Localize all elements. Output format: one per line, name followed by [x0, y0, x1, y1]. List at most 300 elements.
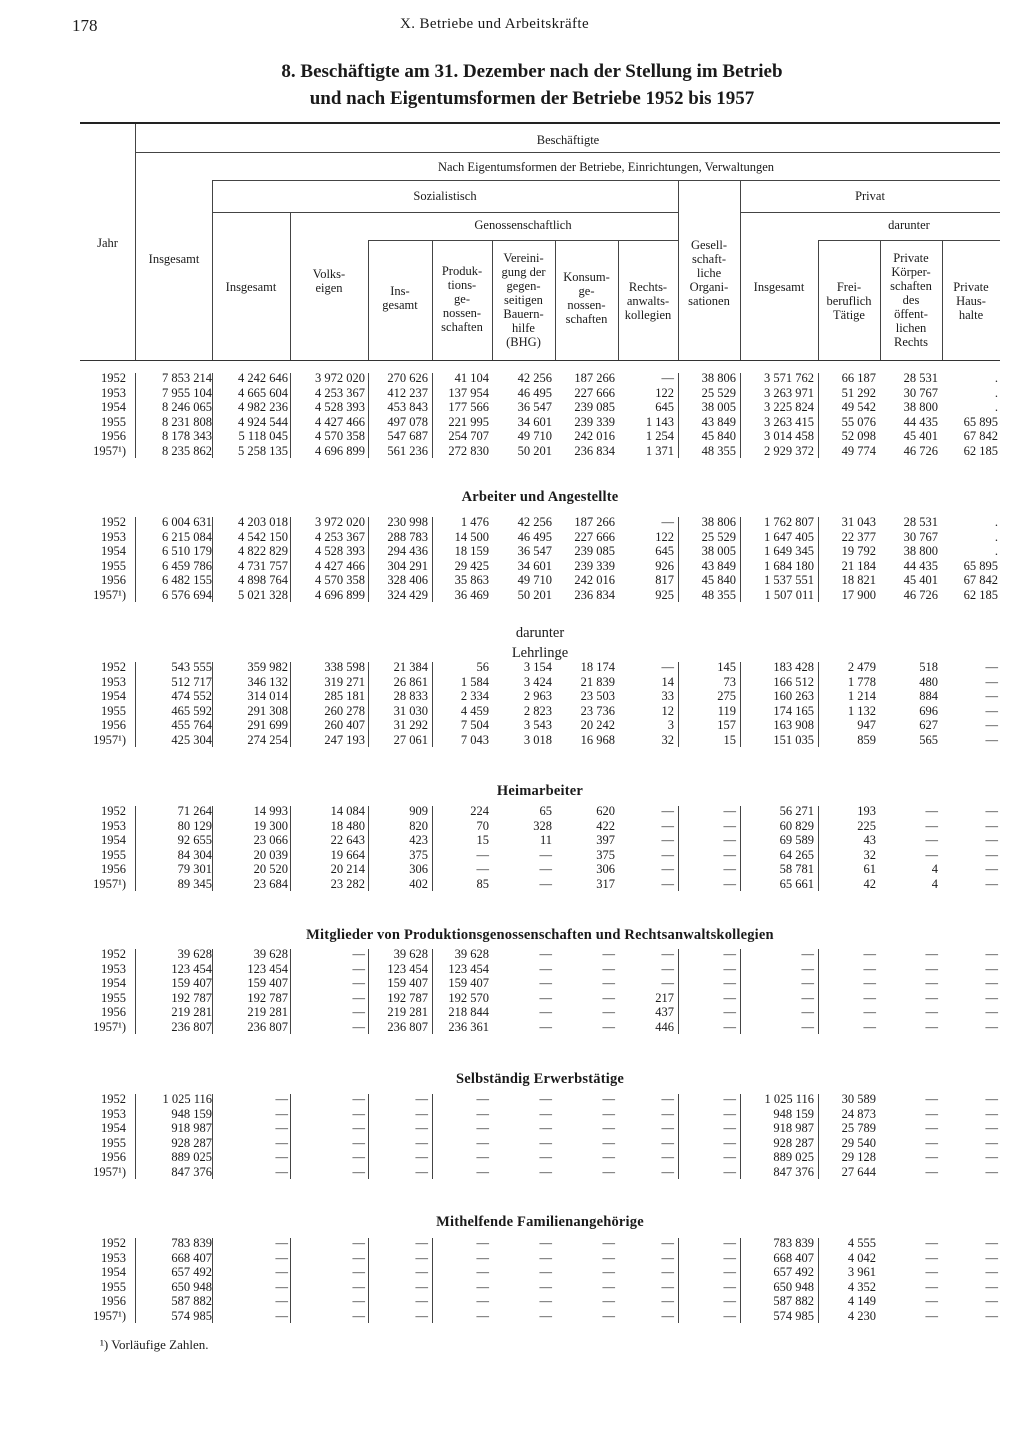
table-cell: —	[539, 990, 552, 1005]
table-cell: 38 800	[903, 544, 938, 558]
table-cell: 4 555	[847, 1236, 876, 1250]
header-gesellschaftliche-organisationen: Gesell- schaft- liche Organi- sationen	[688, 238, 730, 308]
table-cell: —	[415, 1106, 428, 1121]
table-cell: 2 929 372	[764, 443, 814, 458]
table-cell: 151 035	[773, 732, 814, 747]
header-volkseigen: Volks- eigen	[312, 267, 346, 295]
table-cell: —	[801, 990, 814, 1005]
table-cell: —	[985, 947, 998, 961]
row-year: 1953	[101, 1250, 126, 1265]
header-produktionsgenossenschaften: Produk- tions- ge- nossen- schaften	[441, 264, 483, 334]
table-cell: 80 129	[177, 818, 212, 833]
table-row	[80, 976, 1000, 991]
table-cell: —	[415, 1092, 428, 1106]
table-cell: 236 807	[387, 1019, 428, 1034]
table-cell: —	[415, 1150, 428, 1164]
table-cell: —	[985, 1279, 998, 1294]
table-cell: —	[539, 1308, 552, 1323]
table-cell: 14 993	[253, 804, 288, 818]
table-cell: 3 972 020	[315, 371, 365, 385]
table-cell: 696	[919, 703, 938, 718]
table-cell: —	[661, 1150, 674, 1164]
table-cell: 236 834	[574, 587, 615, 602]
table-cell: —	[985, 818, 998, 833]
table-cell: —	[661, 947, 674, 961]
page-number: 178	[72, 16, 98, 35]
table-cell: —	[723, 804, 736, 818]
table-cell: 236 807	[247, 1019, 288, 1034]
table-cell: —	[723, 1236, 736, 1250]
table-cell: 60 829	[779, 818, 814, 833]
table-cell: 4 982 236	[238, 400, 288, 414]
table-cell: 6 004 631	[162, 515, 212, 529]
table-cell: 7 955 104	[162, 385, 212, 400]
table-cell: 49 542	[841, 400, 876, 414]
table-cell: —	[275, 1164, 288, 1179]
header-sozialistisch: Sozialistisch	[413, 189, 477, 203]
table-cell: 3 263 971	[764, 385, 814, 400]
table-cell: 1 537 551	[764, 573, 814, 587]
table-cell: —	[275, 1308, 288, 1323]
table-cell: —	[415, 1294, 428, 1308]
table-cell: —	[602, 1150, 615, 1164]
table-cell: —	[661, 1265, 674, 1279]
table-cell: —	[352, 990, 365, 1005]
table-cell: —	[602, 1308, 615, 1323]
table-cell: —	[723, 876, 736, 891]
table-cell: —	[723, 1279, 736, 1294]
table-cell: —	[985, 718, 998, 732]
table-cell: —	[275, 1150, 288, 1164]
table-cell: —	[539, 1279, 552, 1294]
header-private-koerperschaften: Private Körper- schaften des öffent- lichen Rechts	[890, 251, 932, 349]
row-year: 1954	[101, 400, 126, 414]
table-cell: 25 789	[841, 1121, 876, 1135]
table-cell: —	[863, 976, 876, 990]
table-cell: 227 666	[574, 385, 615, 400]
header-darunter: darunter	[888, 218, 930, 232]
row-year: 1956	[101, 573, 126, 587]
table-cell: —	[476, 1092, 489, 1106]
table-cell: —	[661, 976, 674, 990]
table-cell: 41 104	[454, 371, 489, 385]
table-cell: —	[723, 1265, 736, 1279]
header-konsumgenossenschaften: Konsum- ge- nossen- schaften	[563, 270, 610, 326]
table-cell: 4 427 466	[315, 414, 365, 429]
header-soz-insgesamt: Insgesamt	[225, 280, 277, 294]
table-cell: —	[985, 660, 998, 674]
row-year: 1955	[101, 847, 126, 862]
table-cell: 45 840	[701, 429, 736, 443]
table-title	[0, 58, 1024, 112]
table-cell: 183 428	[773, 660, 814, 674]
table-cell: —	[539, 1019, 552, 1034]
table-cell: 39 628	[177, 947, 212, 961]
header-genossenschaftlich: Genossenschaftlich	[474, 218, 572, 232]
table-cell: 518	[919, 660, 938, 674]
table-cell: —	[476, 1164, 489, 1179]
table-cell: 4 042	[847, 1250, 876, 1265]
data-block	[80, 371, 1000, 458]
table-cell: —	[985, 876, 998, 891]
table-cell: —	[723, 1019, 736, 1034]
table-cell: 1 778	[847, 674, 876, 689]
table-cell: —	[985, 1135, 998, 1150]
table-cell: —	[863, 990, 876, 1005]
table-cell: 20 520	[253, 862, 288, 876]
table-cell: 38 005	[701, 544, 736, 558]
table-row	[80, 1165, 1000, 1180]
table-cell: —	[602, 1019, 615, 1034]
table-row	[80, 1294, 1000, 1309]
table-cell: 44 435	[903, 414, 938, 429]
table-cell: 34 601	[517, 414, 552, 429]
table-cell: 177 566	[448, 400, 489, 414]
table-cell: 928 287	[773, 1135, 814, 1150]
table-row	[80, 704, 1000, 719]
table-cell: 285 181	[324, 689, 365, 703]
table-cell: 160 263	[773, 689, 814, 703]
row-year: 1956	[101, 1294, 126, 1308]
table-cell: —	[925, 1005, 938, 1019]
table-cell: 44 435	[903, 558, 938, 573]
table-cell: 425 304	[171, 732, 212, 747]
table-cell: 820	[409, 818, 428, 833]
table-cell: 437	[655, 1005, 674, 1019]
table-cell: 18 159	[454, 544, 489, 558]
table-cell: 928 287	[171, 1135, 212, 1150]
table-cell: —	[539, 947, 552, 961]
table-row	[80, 1107, 1000, 1122]
row-year: 1956	[101, 429, 126, 443]
data-block	[80, 660, 1000, 747]
table-cell: 45 401	[903, 429, 938, 443]
table-cell: —	[661, 961, 674, 976]
table-cell: —	[661, 1092, 674, 1106]
section-subtitle: Lehrlinge	[511, 645, 569, 661]
table-cell: 67 842	[963, 573, 998, 587]
table-cell: 61	[863, 862, 876, 876]
row-year: 1957¹)	[93, 1164, 126, 1179]
table-cell: 43 849	[701, 414, 736, 429]
row-year: 1954	[101, 976, 126, 990]
table-cell: 227 666	[574, 529, 615, 544]
table-cell: 657 492	[171, 1265, 212, 1279]
table-cell: 27 644	[841, 1164, 876, 1179]
table-cell: 1 584	[460, 674, 489, 689]
table-cell: 455 764	[171, 718, 212, 732]
table-cell: —	[925, 833, 938, 847]
table-cell: 272 830	[448, 443, 489, 458]
table-cell: 328 406	[387, 573, 428, 587]
table-cell: 446	[655, 1019, 674, 1034]
table-cell: 948 159	[773, 1106, 814, 1121]
table-cell: 163 908	[773, 718, 814, 732]
table-cell: 56 271	[779, 804, 814, 818]
table-cell: 346 132	[247, 674, 288, 689]
table-cell: 2 823	[523, 703, 552, 718]
table-cell: —	[925, 990, 938, 1005]
table-cell: 6 510 179	[162, 544, 212, 558]
table-cell: —	[352, 1135, 365, 1150]
table-cell: 38 005	[701, 400, 736, 414]
table-cell: 947	[857, 718, 876, 732]
row-year: 1957¹)	[93, 732, 126, 747]
table-cell: —	[476, 1135, 489, 1150]
table-cell: 30 767	[903, 385, 938, 400]
table-cell: —	[661, 818, 674, 833]
table-cell: —	[275, 1236, 288, 1250]
row-year: 1952	[101, 1092, 126, 1106]
table-cell: —	[352, 1019, 365, 1034]
table-cell: —	[476, 862, 489, 876]
row-year: 1955	[101, 558, 126, 573]
row-year: 1952	[101, 371, 126, 385]
header-rechtsanwaltskollegien: Rechts- anwalts- kollegien	[624, 280, 672, 322]
table-cell: 67 842	[963, 429, 998, 443]
table-cell: 239 085	[574, 544, 615, 558]
table-cell: —	[352, 947, 365, 961]
table-cell: —	[352, 1294, 365, 1308]
table-cell: 219 281	[387, 1005, 428, 1019]
table-cell: 14	[661, 674, 674, 689]
data-block	[80, 1092, 1000, 1179]
table-cell: —	[415, 1279, 428, 1294]
table-cell: 254 707	[448, 429, 489, 443]
table-cell: 6 576 694	[162, 587, 212, 602]
table-cell: 4 149	[847, 1294, 876, 1308]
table-cell: —	[602, 1294, 615, 1308]
table-cell: —	[985, 732, 998, 747]
table-cell: 242 016	[574, 573, 615, 587]
table-cell: 4 731 757	[238, 558, 288, 573]
table-row	[80, 415, 1000, 430]
table-cell: —	[723, 1005, 736, 1019]
table-cell: 547 687	[387, 429, 428, 443]
table-cell: 65	[539, 804, 552, 818]
table-cell: 926	[655, 558, 674, 573]
table-cell: 948 159	[171, 1106, 212, 1121]
table-cell: 50 201	[517, 443, 552, 458]
table-cell: 288 783	[387, 529, 428, 544]
table-cell: —	[863, 961, 876, 976]
table-cell: 657 492	[773, 1265, 814, 1279]
table-row	[80, 848, 1000, 863]
row-year: 1953	[101, 674, 126, 689]
table-cell: —	[275, 1250, 288, 1265]
table-row	[80, 530, 1000, 545]
table-cell: —	[801, 1019, 814, 1034]
table-cell: 260 278	[324, 703, 365, 718]
running-head: X. Betriebe und Arbeitskräfte	[400, 16, 590, 32]
table-cell: —	[415, 1164, 428, 1179]
table-cell: —	[925, 1019, 938, 1034]
table-cell: 66 187	[841, 371, 876, 385]
table-cell: 319 271	[324, 674, 365, 689]
table-cell: 423	[409, 833, 428, 847]
table-cell: 42	[863, 876, 876, 891]
header-gen-insgesamt: Ins- gesamt	[382, 284, 418, 312]
table-cell: 4 696 899	[315, 443, 365, 458]
table-cell: 64 265	[779, 847, 814, 862]
title-line-2: und nach Eigentumsformen der Betriebe 1952 bis 1957	[309, 88, 755, 109]
table-cell: 239 085	[574, 400, 615, 414]
row-year: 1956	[101, 1005, 126, 1019]
table-cell: —	[476, 1308, 489, 1323]
table-cell: —	[602, 947, 615, 961]
table-cell: 230 998	[387, 515, 428, 529]
table-cell: 5 258 135	[238, 443, 288, 458]
table-cell: 21 839	[580, 674, 615, 689]
table-cell: 620	[596, 804, 615, 818]
table-row	[80, 1309, 1000, 1324]
table-cell: 48 355	[701, 443, 736, 458]
table-row	[80, 371, 1000, 386]
table-cell: 7 853 214	[162, 371, 212, 385]
table-cell: 4 696 899	[315, 587, 365, 602]
table-cell: 884	[919, 689, 938, 703]
table-cell: 338 598	[324, 660, 365, 674]
row-year: 1952	[101, 1236, 126, 1250]
table-cell: 6 215 084	[162, 529, 212, 544]
table-cell: 159 407	[247, 976, 288, 990]
table-cell: —	[476, 847, 489, 862]
table-cell: 909	[409, 804, 428, 818]
table-cell: 187 266	[574, 515, 615, 529]
table-cell: 15	[723, 732, 736, 747]
table-cell: 42 256	[517, 515, 552, 529]
table-cell: 587 882	[171, 1294, 212, 1308]
table-cell: —	[661, 876, 674, 891]
table-cell: —	[415, 1308, 428, 1323]
header-jahr: Jahr	[97, 236, 118, 250]
table-cell: 157	[717, 718, 736, 732]
table-cell: —	[415, 1236, 428, 1250]
table-cell: 1 143	[645, 414, 674, 429]
table-cell: —	[985, 689, 998, 703]
table-cell: 4	[931, 876, 938, 891]
table-cell: 8 235 862	[162, 443, 212, 458]
table-cell: 14 500	[454, 529, 489, 544]
table-cell: 23 684	[253, 876, 288, 891]
table-cell: 39 628	[393, 947, 428, 961]
table-cell: 4 253 367	[315, 385, 365, 400]
table-cell: 217	[655, 990, 674, 1005]
table-cell: 294 436	[387, 544, 428, 558]
table-cell: —	[539, 961, 552, 976]
table-cell: 34 601	[517, 558, 552, 573]
table-cell: 65 661	[779, 876, 814, 891]
table-cell: 480	[919, 674, 938, 689]
table-cell: 12	[661, 703, 674, 718]
table-cell: 38 800	[903, 400, 938, 414]
header-privat: Privat	[855, 189, 885, 203]
table-cell: —	[661, 1164, 674, 1179]
table-cell: 28 531	[903, 371, 938, 385]
table-cell: —	[661, 804, 674, 818]
row-year: 1955	[101, 1135, 126, 1150]
table-cell: 219 281	[247, 1005, 288, 1019]
table-row	[80, 400, 1000, 415]
table-cell: 29 425	[454, 558, 489, 573]
table-cell: 847 376	[773, 1164, 814, 1179]
table-cell: —	[275, 1294, 288, 1308]
table-cell: 20 214	[330, 862, 365, 876]
table-cell: 650 948	[171, 1279, 212, 1294]
table-cell: 46 726	[903, 443, 938, 458]
table-cell: 192 570	[448, 990, 489, 1005]
table-cell: —	[415, 1121, 428, 1135]
table-cell: —	[925, 947, 938, 961]
table-cell: —	[863, 1005, 876, 1019]
table-cell: 65 895	[963, 414, 998, 429]
table-cell: 783 839	[171, 1236, 212, 1250]
table-cell: 32	[661, 732, 674, 747]
header-insgesamt: Insgesamt	[148, 252, 200, 266]
table-cell: 24 873	[841, 1106, 876, 1121]
table-cell: 1 132	[847, 703, 876, 718]
table-row	[80, 588, 1000, 603]
table-cell: 49 774	[841, 443, 876, 458]
table-cell: —	[539, 1294, 552, 1308]
table-cell: 22 377	[841, 529, 876, 544]
table-cell: 62 185	[963, 443, 998, 458]
table-cell: 36 547	[517, 544, 552, 558]
table-cell: 3 014 458	[764, 429, 814, 443]
row-year: 1955	[101, 703, 126, 718]
table-cell: —	[723, 818, 736, 833]
table-cell: —	[985, 1150, 998, 1164]
table-cell: 119	[717, 703, 736, 718]
table-cell: 314 014	[247, 689, 288, 703]
table-cell: 42 256	[517, 371, 552, 385]
table-cell: —	[661, 1294, 674, 1308]
table-cell: —	[352, 1164, 365, 1179]
table-cell: —	[661, 515, 674, 529]
table-row	[80, 515, 1000, 530]
table-cell: 43	[863, 833, 876, 847]
table-row	[80, 819, 1000, 834]
data-block	[80, 1236, 1000, 1323]
table-row	[80, 444, 1000, 459]
table-cell: 3 961	[847, 1265, 876, 1279]
table-cell: 11	[539, 833, 552, 847]
table-cell: 39 628	[454, 947, 489, 961]
table-cell: —	[661, 1279, 674, 1294]
table-cell: 375	[596, 847, 615, 862]
table-cell: 122	[655, 529, 674, 544]
row-year: 1955	[101, 990, 126, 1005]
table-row	[80, 947, 1000, 962]
table-cell: 4 924 544	[238, 414, 288, 429]
table-cell: 89 345	[177, 876, 212, 891]
table-cell: 247 193	[324, 732, 365, 747]
table-cell: —	[925, 1106, 938, 1121]
table-cell: —	[602, 1164, 615, 1179]
header-privat-insgesamt: Insgesamt	[753, 280, 805, 294]
table-cell: 145	[717, 660, 736, 674]
table-cell: 1 025 116	[764, 1092, 814, 1106]
table-cell: 84 304	[177, 847, 212, 862]
table-cell: 574 985	[171, 1308, 212, 1323]
table-cell: —	[352, 1106, 365, 1121]
table-cell: —	[476, 1279, 489, 1294]
table-cell: 27 061	[393, 732, 428, 747]
data-block	[80, 804, 1000, 891]
table-cell: —	[723, 1250, 736, 1265]
table-cell: —	[539, 1135, 552, 1150]
table-row	[80, 1020, 1000, 1035]
